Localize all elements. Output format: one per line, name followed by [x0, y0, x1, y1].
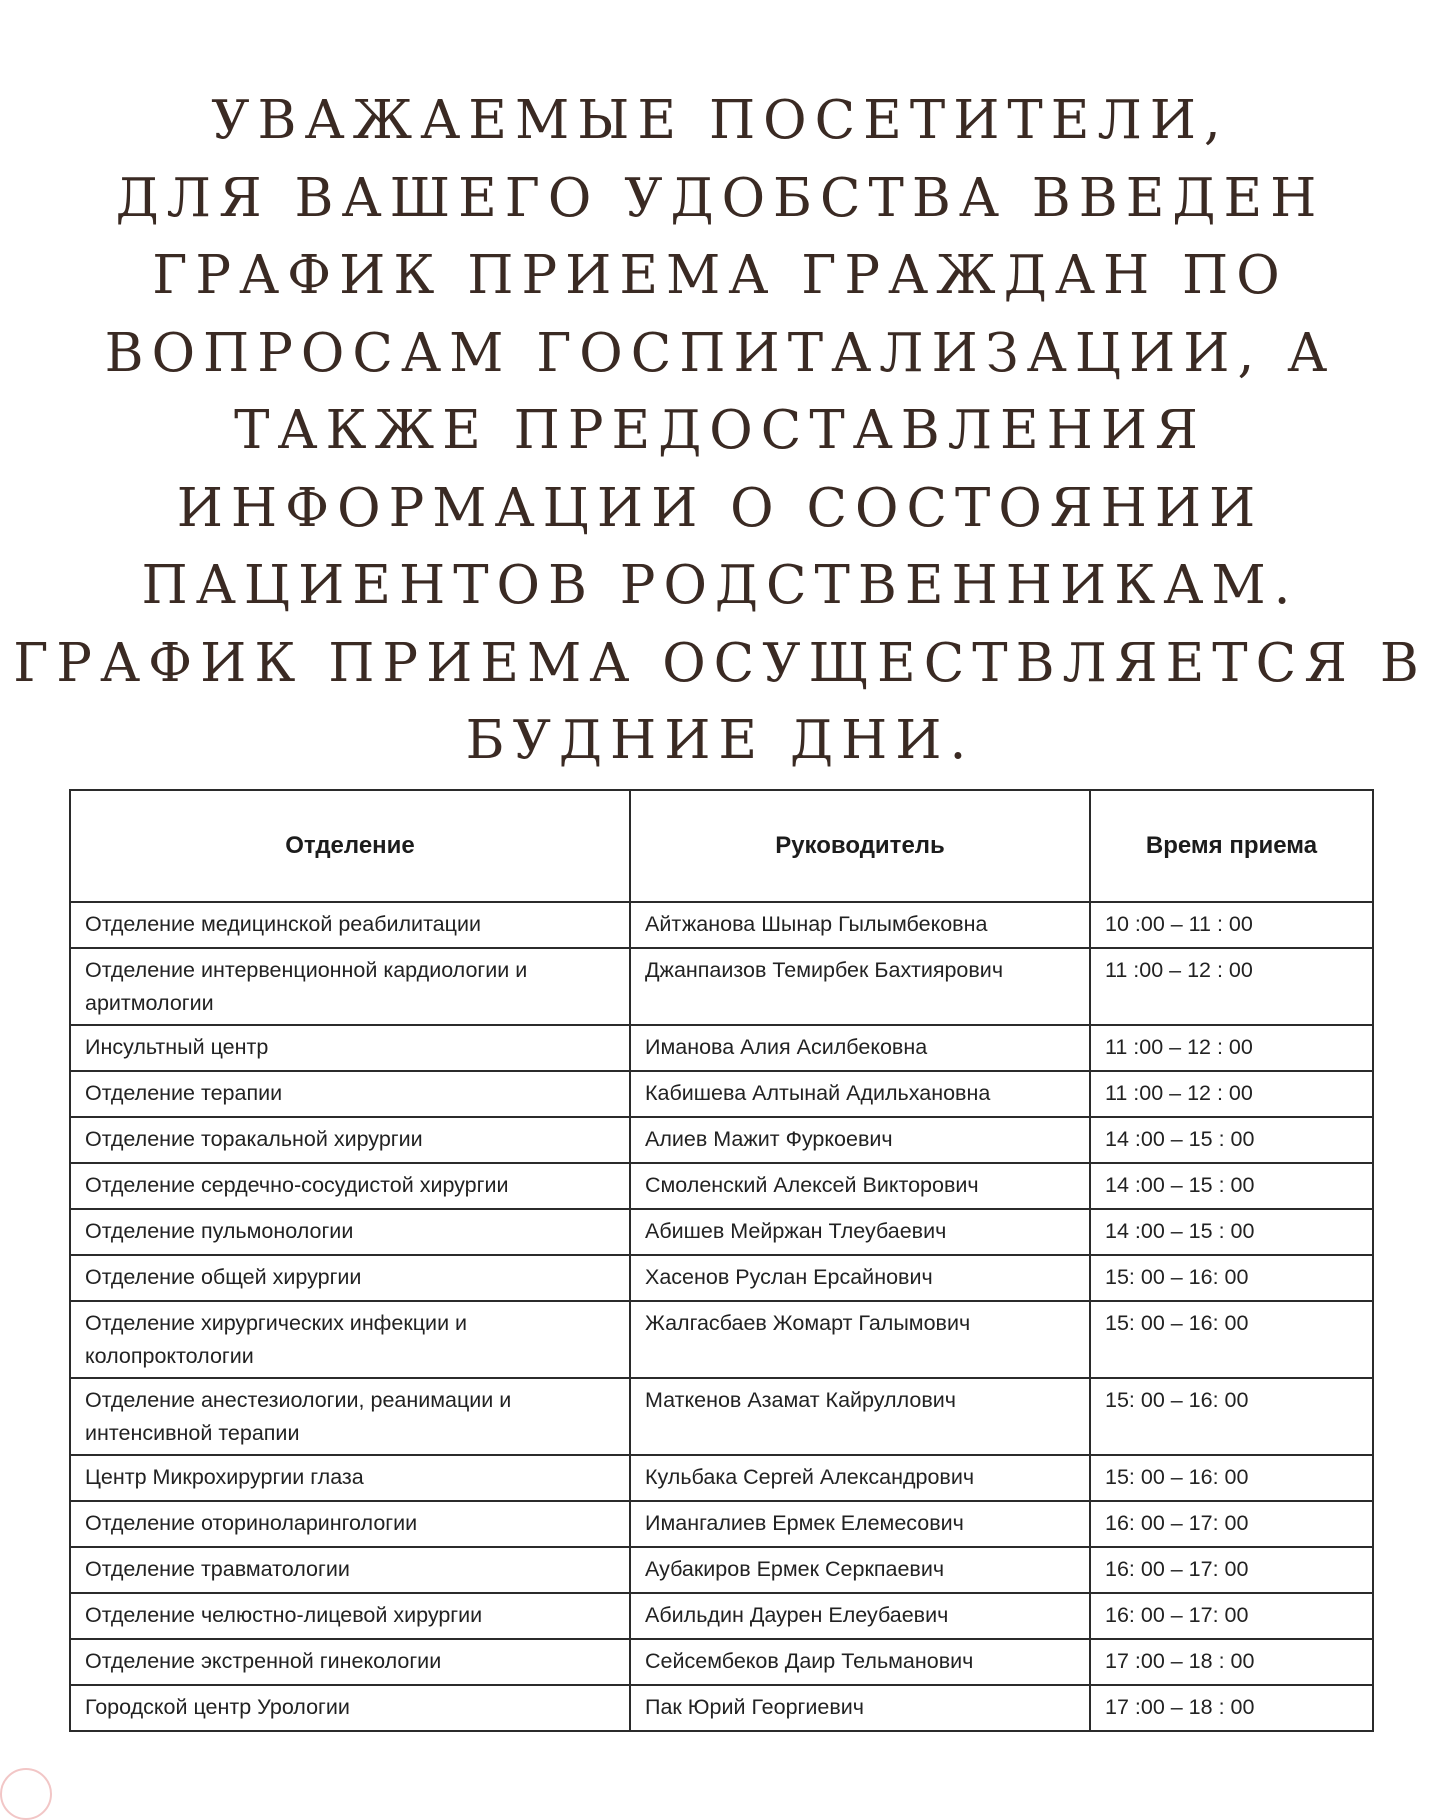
head-cell: Абильдин Даурен Елеубаевич [630, 1593, 1090, 1639]
head-cell: Сейсембеков Даир Тельманович [630, 1639, 1090, 1685]
department-cell: Отделение хирургических инфекции и колопроктологии [70, 1301, 630, 1378]
head-cell: Жалгасбаев Жомарт Галымович [630, 1301, 1090, 1378]
heading-line: ПАЦИЕНТОВ РОДСТВЕННИКАМ. [141, 555, 1299, 616]
head-cell: Аубакиров Ермек Серкпаевич [630, 1547, 1090, 1593]
table-row [70, 1547, 1373, 1593]
column-header-head: Руководитель [630, 790, 1090, 902]
heading-line: ТАКЖЕ ПРЕДОСТАВЛЕНИЯ [234, 400, 1206, 461]
table-header-row [70, 790, 1373, 902]
heading-line: БУДНИЕ ДНИ. [465, 710, 975, 771]
time-cell: 14 :00 – 15 : 00 [1090, 1117, 1373, 1163]
table-row [70, 1378, 1373, 1455]
table-row [70, 902, 1373, 948]
time-cell: 17 :00 – 18 : 00 [1090, 1639, 1373, 1685]
time-cell: 15: 00 – 16: 00 [1090, 1455, 1373, 1501]
time-cell: 14 :00 – 15 : 00 [1090, 1163, 1373, 1209]
reception-schedule-table [69, 789, 1374, 1732]
table-row [70, 1639, 1373, 1685]
head-cell: Алиев Мажит Фуркоевич [630, 1117, 1090, 1163]
head-cell: Маткенов Азамат Кайруллович [630, 1378, 1090, 1455]
department-cell: Отделение экстренной гинекологии [70, 1639, 630, 1685]
time-cell: 17 :00 – 18 : 00 [1090, 1685, 1373, 1731]
table-row [70, 1025, 1373, 1071]
head-cell: Пак Юрий Георгиевич [630, 1685, 1090, 1731]
table-row [70, 1501, 1373, 1547]
time-cell: 15: 00 – 16: 00 [1090, 1301, 1373, 1378]
column-header-department: Отделение [70, 790, 630, 902]
time-cell: 10 :00 – 11 : 00 [1090, 902, 1373, 948]
heading-line: ГРАФИК ПРИЕМА ОСУЩЕСТВЛЯЕТСЯ В [13, 632, 1427, 694]
department-cell: Отделение оториноларингологии [70, 1501, 630, 1547]
time-cell: 15: 00 – 16: 00 [1090, 1255, 1373, 1301]
table-row [70, 1117, 1373, 1163]
department-cell: Центр Микрохирургии глаза [70, 1455, 630, 1501]
time-cell: 15: 00 – 16: 00 [1090, 1378, 1373, 1455]
department-cell: Городской центр Урологии [70, 1685, 630, 1731]
department-cell: Инсультный центр [70, 1025, 630, 1071]
table-row [70, 1685, 1373, 1731]
time-cell: 16: 00 – 17: 00 [1090, 1593, 1373, 1639]
time-cell: 11 :00 – 12 : 00 [1090, 1025, 1373, 1071]
department-cell: Отделение травматологии [70, 1547, 630, 1593]
time-cell: 16: 00 – 17: 00 [1090, 1501, 1373, 1547]
heading-line: ДЛЯ ВАШЕГО УДОБСТВА ВВЕДЕН [115, 167, 1325, 229]
head-cell: Кабишева Алтынай Адильхановна [630, 1071, 1090, 1117]
heading-line: ИНФОРМАЦИИ О СОСТОЯНИИ [176, 477, 1264, 539]
table-row [70, 948, 1373, 1025]
department-cell: Отделение торакальной хирургии [70, 1117, 630, 1163]
table-row [70, 1071, 1373, 1117]
department-cell: Отделение челюстно-лицевой хирургии [70, 1593, 630, 1639]
table-row [70, 1301, 1373, 1378]
time-cell: 14 :00 – 15 : 00 [1090, 1209, 1373, 1255]
head-cell: Иманова Алия Асилбековна [630, 1025, 1090, 1071]
head-cell: Айтжанова Шынар Гылымбековна [630, 902, 1090, 948]
corner-logo-icon [0, 1768, 52, 1820]
table-row [70, 1163, 1373, 1209]
head-cell: Абишев Мейржан Тлеубаевич [630, 1209, 1090, 1255]
heading-line: ВОПРОСАМ ГОСПИТАЛИЗАЦИИ, А [104, 322, 1336, 384]
department-cell: Отделение анестезиологии, реанимации и интенсивной терапии [70, 1378, 630, 1455]
time-cell: 11 :00 – 12 : 00 [1090, 948, 1373, 1025]
head-cell: Кульбака Сергей Александрович [630, 1455, 1090, 1501]
department-cell: Отделение медицинской реабилитации [70, 902, 630, 948]
head-cell: Смоленский Алексей Викторович [630, 1163, 1090, 1209]
notice-heading [0, 82, 1440, 780]
department-cell: Отделение интервенционной кардиологии и аритмологии [70, 948, 630, 1025]
time-cell: 11 :00 – 12 : 00 [1090, 1071, 1373, 1117]
table-row [70, 1593, 1373, 1639]
department-cell: Отделение пульмонологии [70, 1209, 630, 1255]
table-row [70, 1209, 1373, 1255]
department-cell: Отделение сердечно-сосудистой хирургии [70, 1163, 630, 1209]
department-cell: Отделение общей хирургии [70, 1255, 630, 1301]
head-cell: Джанпаизов Темирбек Бахтиярович [630, 948, 1090, 1025]
column-header-time: Время приема [1090, 790, 1373, 902]
head-cell: Хасенов Руслан Ерсайнович [630, 1255, 1090, 1301]
heading-line: УВАЖАЕМЫЕ ПОСЕТИТЕЛИ, [211, 90, 1229, 151]
department-cell: Отделение терапии [70, 1071, 630, 1117]
heading-line: ГРАФИК ПРИЕМА ГРАЖДАН ПО [152, 245, 1288, 306]
head-cell: Имангалиев Ермек Елемесович [630, 1501, 1090, 1547]
time-cell: 16: 00 – 17: 00 [1090, 1547, 1373, 1593]
table-row [70, 1255, 1373, 1301]
table-row [70, 1455, 1373, 1501]
